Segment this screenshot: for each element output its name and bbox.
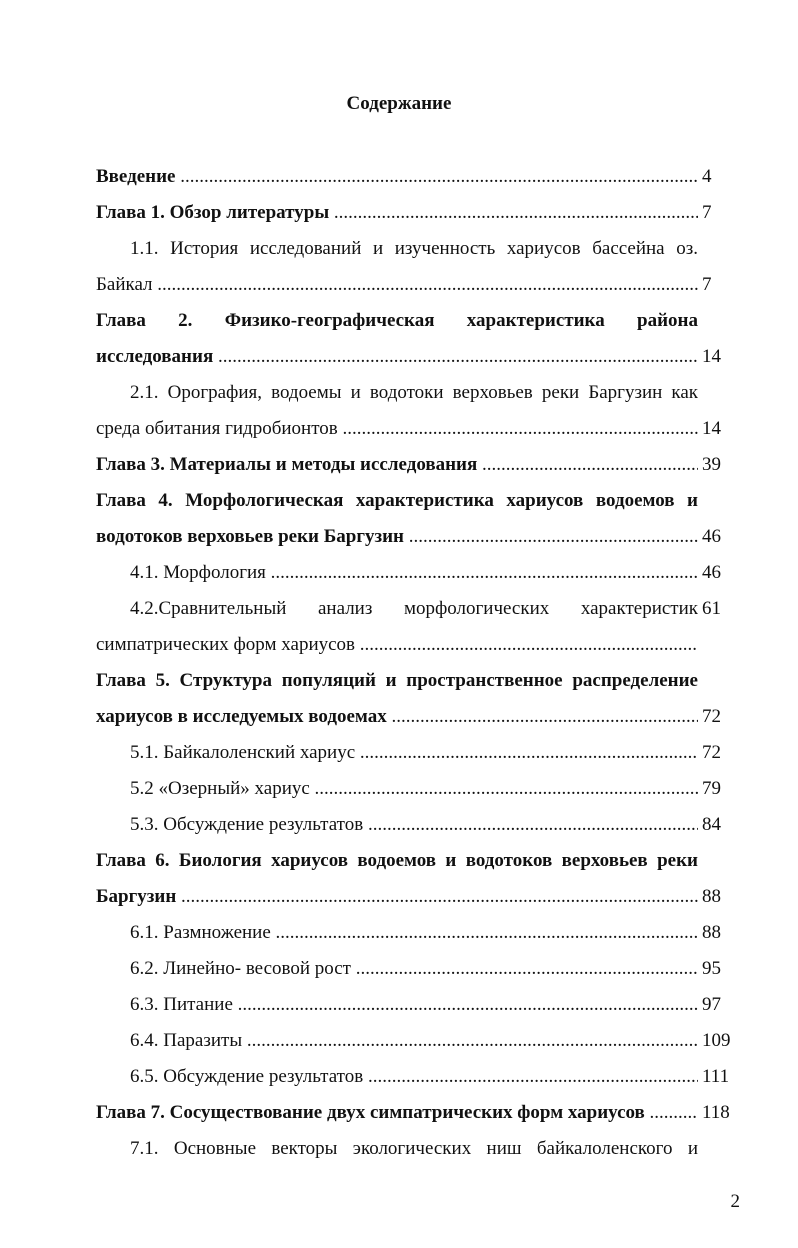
toc-entry-1-1-line2[interactable]: [96, 272, 742, 298]
toc-page-number: 109: [702, 1030, 731, 1051]
toc-entry-label: водотоков верховьев реки Баргузин .....: [96, 524, 698, 550]
toc-entry-chapter-6-line2[interactable]: [96, 884, 742, 910]
toc-page-number: 46: [702, 562, 721, 583]
toc-page-number: 79: [702, 778, 721, 799]
toc-page-number: 7: [702, 274, 712, 295]
toc-entry-label: 4.1. Морфология .....: [130, 560, 698, 586]
toc-entry-6-4[interactable]: [96, 1028, 742, 1054]
toc-page-number: 88: [702, 922, 721, 943]
toc-entry-label: 6.2. Линейно- весовой рост .....: [130, 956, 698, 982]
toc-entry-label: 5.3. Обсуждение результатов .....: [130, 812, 698, 838]
toc-entry-label: 6.1. Размножение .....: [130, 920, 698, 946]
toc-page-number: 14: [702, 346, 721, 367]
toc-entry-label: Глава 3. Материалы и методы исследования .....: [96, 452, 698, 478]
toc-entry-introduction[interactable]: [96, 164, 742, 190]
toc-entry-6-3[interactable]: [96, 992, 742, 1018]
toc-page-number: 72: [702, 742, 721, 763]
toc-entry-1-1-line1[interactable]: [96, 236, 742, 262]
toc-page-number: 118: [702, 1102, 730, 1123]
toc-entry-label: исследования .....: [96, 344, 698, 370]
page-title: Содержание: [346, 93, 452, 114]
toc-entry-6-5[interactable]: [96, 1064, 742, 1090]
toc-entry-5-3[interactable]: [96, 812, 742, 838]
toc-page-number: 97: [702, 994, 721, 1015]
toc-page-number: 72: [702, 706, 721, 727]
toc-page-number: 88: [702, 886, 721, 907]
toc-entry-chapter-5-line1[interactable]: [96, 668, 742, 694]
toc-entry-5-2[interactable]: [96, 776, 742, 802]
toc-entry-label: 5.1. Байкалоленский хариус .....: [130, 740, 698, 766]
toc-entry-label: Глава 1. Обзор литературы .....: [96, 200, 698, 226]
toc-entry-label: Байкал .....: [96, 272, 698, 298]
toc-entry-label: 6.3. Питание .....: [130, 992, 698, 1018]
toc-entry-label: 4.2.Сравнительный анализ морфологических характеристик: [130, 598, 698, 619]
toc-entry-6-2[interactable]: [96, 956, 742, 982]
toc-page-number: 46: [702, 526, 721, 547]
toc-entry-label: среда обитания гидробионтов .....: [96, 416, 698, 442]
toc-entry-label: Глава 5. Структура популяций и пространственное распределение: [96, 670, 698, 691]
toc-entry-label: 6.4. Паразиты .....: [130, 1028, 698, 1054]
toc-page-number: 14: [702, 418, 721, 439]
toc-entry-label: 6.5. Обсуждение результатов .....: [130, 1064, 698, 1090]
toc-entry-chapter-5-line2[interactable]: [96, 704, 742, 730]
toc-entry-chapter-6-line1[interactable]: [96, 848, 742, 874]
toc-entry-2-1-line2[interactable]: [96, 416, 742, 442]
toc-entry-chapter-7[interactable]: [96, 1100, 742, 1126]
toc-entry-5-1[interactable]: [96, 740, 742, 766]
toc-entry-4-2-line2[interactable]: [96, 632, 742, 658]
toc-entry-chapter-2-line2[interactable]: [96, 344, 742, 370]
toc-page-number: 4: [702, 166, 712, 187]
toc-entry-label: 5.2 «Озерный» хариус .....: [130, 776, 698, 802]
toc-entry-label: 7.1. Основные векторы экологических ниш байкалоленского и: [130, 1138, 698, 1159]
toc-entry-chapter-1[interactable]: [96, 200, 742, 226]
toc-page-number: 84: [702, 814, 721, 835]
toc-page-number: 39: [702, 454, 721, 475]
toc-entry-label: симпатрических форм хариусов .....: [96, 632, 698, 658]
page-number: 2: [730, 1191, 740, 1212]
toc-entry-chapter-4-line2[interactable]: [96, 524, 742, 550]
toc-page-number: 7: [702, 202, 712, 223]
toc-page-number: 61: [702, 598, 721, 619]
toc-entry-label: 1.1. История исследований и изученность хариусов бассейна оз.: [130, 238, 698, 259]
toc-page-number: 111: [702, 1066, 730, 1087]
toc-entry-label: Глава 2. Физико-географическая характеристика района: [96, 310, 698, 331]
toc-entry-7-1-line1[interactable]: [96, 1136, 742, 1162]
toc-entry-chapter-3[interactable]: [96, 452, 742, 478]
toc-entry-label: Баргузин .....: [96, 884, 698, 910]
toc-entry-label: хариусов в исследуемых водоемах .....: [96, 704, 698, 730]
toc-entry-4-1[interactable]: [96, 560, 742, 586]
toc-entry-chapter-4-line1[interactable]: [96, 488, 742, 514]
toc-entry-label: Глава 6. Биология хариусов водоемов и водотоков верховьев реки: [96, 850, 698, 871]
toc-entry-label: Введение .....: [96, 164, 698, 190]
toc-entry-label: 2.1. Орография, водоемы и водотоки верховьев реки Баргузин как: [130, 382, 698, 403]
toc-entry-label: Глава 7. Сосуществование двух симпатрических форм хариусов .....: [96, 1100, 698, 1126]
toc-entry-2-1-line1[interactable]: [96, 380, 742, 406]
toc-entry-6-1[interactable]: [96, 920, 742, 946]
toc-entry-4-2-line1[interactable]: [96, 596, 742, 622]
toc-entry-chapter-2-line1[interactable]: [96, 308, 742, 334]
toc-page-number: 95: [702, 958, 721, 979]
toc-entry-label: Глава 4. Морфологическая характеристика хариусов водоемов и: [96, 490, 698, 511]
